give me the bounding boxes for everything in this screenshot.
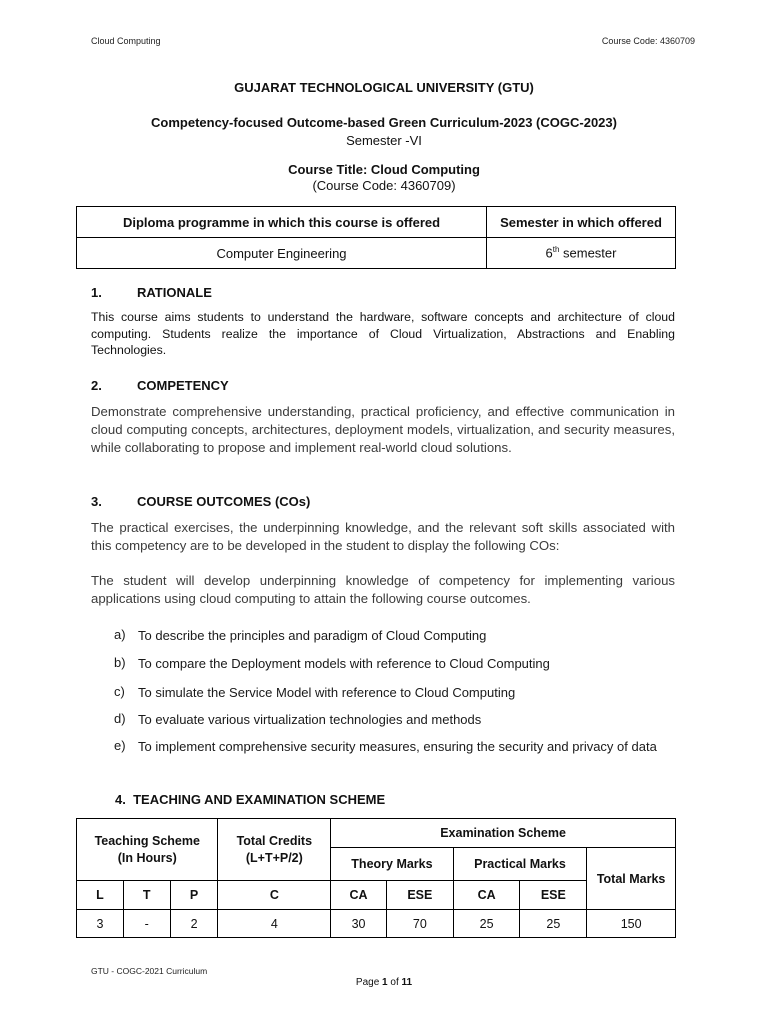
c-value: 4: [218, 910, 331, 938]
practical-ese-value: 25: [520, 910, 587, 938]
section-title: COURSE OUTCOMES (COs): [137, 494, 311, 509]
teaching-scheme-header: Teaching Scheme (In Hours): [77, 819, 218, 881]
semester-suffix: th: [552, 245, 560, 255]
competency-text: Demonstrate comprehensive understanding, practical proficiency, and effective communication in cloud computing concepts, architectures, deployment models, virtualization, and security measures, while collaborating to propose and implement real-world cloud solutions.: [91, 404, 675, 455]
programme-cell: Computer Engineering: [77, 238, 487, 269]
running-header-right: Course Code: 4360709: [601, 36, 695, 46]
section-competency-heading: [91, 378, 229, 393]
list-item-letter: a): [114, 627, 126, 642]
theory-ca-header: CA: [331, 881, 387, 910]
section-number: 1.: [91, 285, 102, 300]
t-header: T: [123, 881, 170, 910]
list-item-text: To describe the principles and paradigm of Cloud Computing: [138, 628, 487, 643]
total-marks-value: 150: [587, 910, 676, 938]
programme-table-row: [77, 238, 676, 269]
practical-ese-header: ESE: [520, 881, 587, 910]
total-marks-header: Total Marks: [587, 848, 676, 910]
semester-label: Semester -VI: [346, 133, 422, 148]
page-total: 11: [401, 977, 413, 988]
examination-scheme-header: Examination Scheme: [331, 819, 676, 848]
p-header: P: [170, 881, 218, 910]
list-item-letter: e): [114, 738, 126, 753]
table-row: [77, 819, 676, 848]
page-of: of: [387, 977, 402, 988]
page-prefix: Page: [355, 977, 383, 988]
list-item-letter: c): [114, 684, 125, 699]
total-credits-header: Total Credits (L+T+P/2): [218, 819, 331, 881]
course-title: Course Title: Cloud Computing: [288, 162, 480, 177]
outcomes-intro-2: The student will develop underpinning knowledge of competency for implementing various applications using cloud computing to attain the following course outcomes.: [91, 573, 675, 606]
section-number: 4.: [115, 792, 126, 807]
practical-marks-header: Practical Marks: [453, 848, 587, 881]
section-number: 3.: [91, 494, 102, 509]
section-number: 2.: [91, 378, 102, 393]
list-item-text: To compare the Deployment models with reference to Cloud Computing: [138, 656, 550, 671]
outcomes-intro-1: The practical exercises, the underpinning knowledge, and the relevant soft skills associated with this competency are to be developed in the student to display the following COs:: [91, 520, 675, 553]
rationale-text: This course aims students to understand the hardware, software concepts and architecture of cloud computing. Students realize the importance of Cloud Virtualization, Abstractions and Enabling Technologies.: [91, 310, 675, 357]
course-code: (Course Code: 4360709): [312, 178, 456, 193]
teaching-exam-scheme-table: [76, 818, 676, 938]
table-row: [77, 881, 676, 910]
section-title: COMPETENCY: [137, 378, 229, 393]
list-item-text: To evaluate various virtualization technologies and methods: [138, 712, 482, 727]
p-value: 2: [170, 910, 218, 938]
section-outcomes-heading: [91, 494, 310, 509]
semester-number: 6: [545, 245, 553, 261]
section-title: RATIONALE: [137, 285, 212, 300]
list-item-text: To simulate the Service Model with reference to Cloud Computing: [138, 685, 516, 700]
list-item-letter: d): [114, 711, 126, 726]
section-scheme-heading: [115, 792, 385, 807]
practical-ca-header: CA: [453, 881, 520, 910]
practical-ca-value: 25: [453, 910, 520, 938]
running-header-left: Cloud Computing: [91, 36, 161, 46]
page-current: 1: [382, 977, 388, 988]
programme-table: [76, 206, 676, 269]
list-item-text: To implement comprehensive security measures, ensuring the security and privacy of data: [138, 739, 657, 754]
section-rationale-heading: [91, 285, 212, 300]
semester-word: semester: [559, 245, 617, 261]
theory-ese-header: ESE: [386, 881, 453, 910]
l-header: L: [77, 881, 124, 910]
table-row: [77, 910, 676, 938]
c-header: C: [218, 881, 331, 910]
section-title: TEACHING AND EXAMINATION SCHEME: [133, 792, 386, 807]
theory-ese-value: 70: [386, 910, 453, 938]
theory-ca-value: 30: [331, 910, 387, 938]
semester-cell: [487, 238, 676, 269]
programme-table-header-row: [77, 207, 676, 238]
programme-header-cell: Diploma programme in which this course is offered: [77, 207, 487, 238]
t-value: -: [123, 910, 170, 938]
semester-header-cell: Semester in which offered: [487, 207, 676, 238]
footer-curriculum: GTU - COGC-2021 Curriculum: [91, 966, 208, 976]
university-title: GUJARAT TECHNOLOGICAL UNIVERSITY (GTU): [234, 80, 534, 95]
theory-marks-header: Theory Marks: [331, 848, 454, 881]
list-item-letter: b): [114, 655, 126, 670]
page-number: [0, 977, 768, 988]
l-value: 3: [77, 910, 124, 938]
curriculum-title: Competency-focused Outcome-based Green Curriculum-2023 (COGC-2023): [151, 115, 617, 130]
